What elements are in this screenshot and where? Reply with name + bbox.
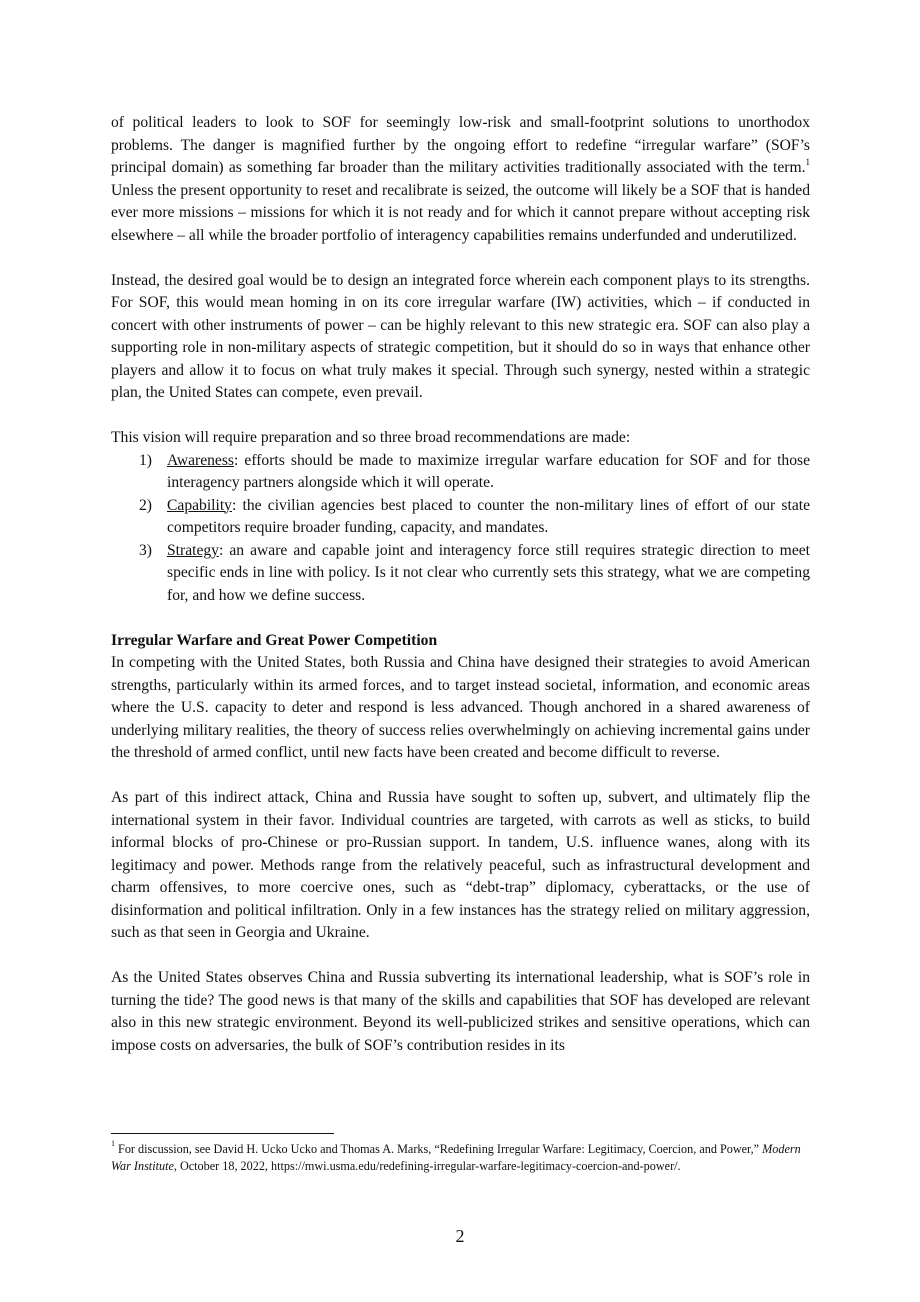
recommendation-text: : the civilian agencies best placed to counter the non-military lines of effort of our state competitors require broader funding, capacity, and mandates. [167, 496, 810, 536]
paragraph-1-text-a: of political leaders to look to SOF for seemingly low-risk and small-footprint solutions to unorthodox problems. The danger is magnified further by the ongoing effort to redefine “irregular warfare” (SOF’s principal domain) as something far broader than the military activities traditionally associated with the term. [111, 114, 810, 176]
paragraph-3-intro: This vision will require preparation and so three broad recommendations are made: [111, 429, 631, 446]
recommendation-number: 1) [139, 451, 152, 469]
footnote-journal: Modern War Institute [111, 1142, 801, 1173]
document-body [111, 112, 810, 1057]
footnote-text-b[interactable]: , October 18, 2022, https://mwi.usma.edu/redefining-irregular-warfare-legitimacy-coercion-and-power/. [173, 1158, 681, 1173]
recommendation-number: 2) [139, 496, 152, 514]
recommendation-term: Awareness [167, 451, 234, 469]
recommendation-item [111, 540, 810, 608]
paragraph-1-text-b: Unless the present opportunity to reset and recalibrate is seized, the outcome will likely be a SOF that is handed ever more missions – missions for which it is not ready and for which it cannot prepare without accepting risk elsewhere – all while the broader portfolio of interagency capabilities remains underfunded and underutilized. [111, 181, 810, 244]
footnote-marker: 1 [111, 1138, 115, 1148]
footnote-text-a: For discussion, see David H. Ucko Ucko and Thomas A. Marks, “Redefining Irregular Warfare: Legitimacy, Coercion, and Power,” [115, 1142, 763, 1156]
paragraph-6: As the United States observes China and Russia subverting its international leadership, what is SOF’s role in turning the tide? The good news is that many of the skills and capabilities that SOF has developed are relevant also in this new strategic environment. Beyond its well-publicized strikes and sensitive operations, which can impose costs on adversaries, the bulk of SOF’s contribution resides in its [111, 969, 810, 1054]
section-heading: Irregular Warfare and Great Power Competition [111, 631, 438, 649]
recommendation-text: : efforts should be made to maximize irregular warfare education for SOF and for those interagency partners alongside which it will operate. [167, 451, 810, 491]
recommendation-number: 3) [139, 541, 152, 559]
recommendation-term: Capability [167, 496, 232, 514]
paragraph-2: Instead, the desired goal would be to design an integrated force wherein each component plays to its strengths. For SOF, this would mean homing in on its core irregular warfare (IW) activities, which – if conducted in concert with other instruments of power – can be highly relevant to this new strategic era. SOF can also play a supporting role in non-military aspects of strategic competition, but it should do so in ways that enhance other players and allow it to focus on what truly makes it special. Through such synergy, nested within a strategic plan, the United States can compete, even prevail. [111, 271, 810, 401]
footnote [111, 1138, 810, 1174]
page-number: 2 [455, 1226, 465, 1246]
paragraph-4: In competing with the United States, both Russia and China have designed their strategies to avoid American strengths, particularly within its armed forces, and to target instead societal, information, and economic areas where the U.S. capacity to deter and respond is less advanced. Though anchored in a shared awareness of underlying military realities, the theory of success relies overwhelmingly on achieving incremental gains under the threshold of armed conflict, until new facts have been created and become difficult to reverse. [111, 654, 810, 761]
recommendation-item [111, 450, 810, 495]
paragraph-1 [111, 112, 810, 247]
recommendation-text: : an aware and capable joint and interagency force still requires strategic direction to meet specific ends in line with policy. Is it not clear who currently sets this strategy, what we are competing for, and how we define success. [167, 541, 810, 604]
paragraph-5: As part of this indirect attack, China and Russia have sought to soften up, subvert, and ultimately flip the international system in their favor. Individual countries are targeted, with carrots as well as sticks, to build informal blocks of pro-Chinese or pro-Russian support. In tandem, U.S. influence wanes, along with its legitimacy and power. Methods range from the relatively peaceful, such as infrastructural development and charm offensives, to more coercive ones, such as “debt-trap” diplomacy, cyberattacks, or the use of disinformation and political infiltration. Only in a few instances has the strategy relied on military aggression, such as that seen in Georgia and Ukraine. [111, 789, 810, 941]
footnote-divider [111, 1133, 334, 1134]
recommendations-list [111, 450, 810, 608]
recommendation-term: Strategy [167, 541, 219, 559]
recommendation-item [111, 495, 810, 540]
footnote-ref[interactable]: 1 [805, 156, 810, 167]
